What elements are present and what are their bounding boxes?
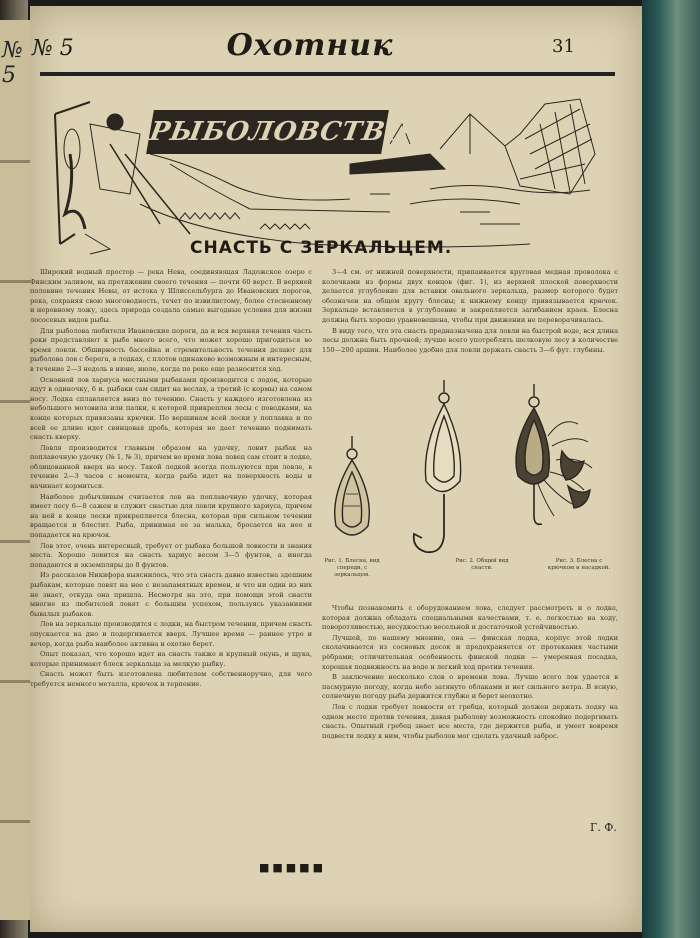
article-column-right-bottom (322, 604, 618, 828)
figure-1-lure-front (335, 436, 370, 535)
paragraph: Широкий водный простор — река Нева, соединяющая Ладожское озеро с Финским заливом, на протяжении своего течения — почти 60 верст. В верхней половине течения Невы, от истока у Шлиссельбурга до Ивановских порогов, река, сохраняя свою многоводность, течет по извилистому, более стесненному и неровному ложу, здесь природа создала самые выгодные условия для жизни лососевых видов рыбы. (30, 268, 312, 324)
figure-3-lure-with-bait (516, 384, 592, 524)
paragraph: Лов этот, очень интересный, требует от рыбака большой ловкости и знания места. Хорошо ловится на снасть хариус весом 3—5 фунтов, а иногда попадаются и экземпляры до 8 фунтов. (30, 541, 312, 569)
paragraph: В виду того, что эта снасть предназначена для ловли на быстрой воде, вся длина лесы должна быть прочной; лучше всего употреблять шелковую лесу в количестве 150—200 аршин. Наиболее удобно для ловли держать снасть 3—6 фут. глубины. (322, 326, 618, 354)
section-banner (50, 94, 605, 256)
end-ornament: ■■■■■ (259, 861, 326, 874)
paragraph: Ловля производится главным образом на удочку, ловит рыбак на поплавочную удочку (№ 1, № 3), причем во время лова ловец сам стоит в лодке, облицованной вверх на носу. Такой лодкой всегда пользуются при ловле, в течение 2—3 часов с момента, когда рыба идет на поверхность воды и начинает кормиться. (30, 443, 312, 491)
left-page-text-line (0, 160, 30, 163)
paragraph: 3—4 см. от нижней поверхности, припаивается круговая медная проволока с колечками из формы двух концов (фиг. 1), из верхней плоской поверхности делается углубление для вставки овального зеркальца, размер которого будет обозначен на общем кругу блесны; к нижнему концу привязывается крючок. Зеркальце вставляется в углубление и закрепляется загибанием краев. Блесна должна быть хорошо уравновешена, чтобы при движении не переворачивалась. (322, 268, 618, 324)
left-page-text-line (0, 540, 30, 543)
left-page-text-line (0, 680, 30, 683)
paragraph: Опыт показал, что хорошо идет на снасть также и крупный окунь, и щука, которые принимают блеск зеркальца за мелкую рыбку. (30, 650, 312, 668)
section-title: РЫБОЛОВСТВО (146, 110, 389, 154)
article-column-right-top (322, 268, 618, 370)
author-signature: Г. Ф. (590, 821, 617, 834)
paragraph: Основной лов хариуса местными рыбаками производится с лодок, которые идут в одиночку, 6 и. рыбаки сам сидит на веслах, а третий (с кормы) на самом носу. Лодка сплавляется вниз по течению. Снасть у каждого изготовлена из небольшого мотовила или палки, к которой прикреплен лесы с поводками, на конце которых привязаны крючки. По вершинам всей лески у поплавка и по всей ее длине идет свинцовая дробь, которая не дает течению поднимать снасть кверху. (30, 375, 312, 442)
lure-figures (322, 376, 618, 601)
paragraph: Для рыболова любителя Ивановские пороги, да и вся верхняя течения часть реки представляют к рыбе много всего, что может хорошо пригодиться во время ловли. Обширность бассейна и стремительность течения делают для рыболова лов с берега, в лодках, с плотов одинаково возможным и интересным, в течение 2—3 недель в июне, июле, когда по реке еще разносится ход. (30, 326, 312, 373)
figure-2-lure-with-hook (414, 380, 461, 552)
left-page-issue-number: № 5 (2, 38, 23, 88)
paragraph: Наиболее добычливым считается лов на поплавочную удочку, которая имеет лесу 6—8 сажен и служит снастью для ловли крупного хариуса, причем на ней в конце лески прикрепляется блесна, которая при сильном течении вращается и блестит. Рыба, принимая ее за малька, бросается на нее и попадается на крючок. (30, 492, 312, 540)
paragraph: Чтобы познакомить с оборудованием лова, следует рассмотреть и о лодке, которая должна обладать специальными качествами, т. е. легкостью на ходу, поворотливостью, несудкостью весельной и достаточной устойчивостью. (322, 604, 618, 632)
left-page-text-line (0, 820, 30, 823)
left-page-text-line (0, 400, 30, 403)
figure-caption: Рис. 2. Общий вид снасти. (455, 558, 509, 571)
paragraph: Лучшей, по нашему мнению, она — финская лодка, корпус этой лодки сколачивается из сосновых досок и предохраняется от протекания частыми рёбрами; отличительная особенность финской лодки — умеренная посадка, хорошая подвижность на воде и легкий ход против течения. (322, 633, 618, 671)
paragraph: Лов с лодки требует ловкости от гребца, который должен держать лодку на одном месте против течения, давая рыболову возможность спокойно подергивать снасть. Опытный гребец знает все места, где держится рыба, и умеет вовремя подвести лодку к ним, чтобы рыболов мог сделать удачный заброс. (322, 702, 618, 740)
left-page-text-line (0, 280, 30, 283)
journal-page (30, 6, 642, 932)
book-spine (642, 0, 700, 938)
paragraph: Из рассказов Никифора выяснилось, что эта снасть давно известна здешним рыбакам, которые ловят на нее с незапамятных времен, и что ни один из них не знает, откуда она пришла. Несмотря на это, при помощи этой снасти многие из любителей ловят с большим успехом, пользуясь указаниями бывалых рыбаков. (30, 571, 312, 618)
article-column-left (30, 268, 312, 814)
page-number: 31 (552, 36, 575, 57)
journal-title: Охотник (226, 28, 394, 63)
paragraph: Лов на зеркальце производится с лодки, на быстром течении, причем снасть опускается на дно и подергивается вверх. Лучшее время — раннее утро и вечер, когда рыба наиболее активна и охотно берет. (30, 620, 312, 648)
issue-number: № 5 (32, 36, 74, 61)
header-rule (40, 72, 615, 76)
article-title: СНАСТЬ С ЗЕРКАЛЬЦЕМ. (190, 238, 453, 258)
lure-drawings (322, 376, 618, 576)
left-page-edge (0, 20, 34, 920)
figure-caption: Рис. 3. Блесна с крючком и насадкой. (547, 558, 611, 571)
paragraph: Снасть может быть изготовлена любителем собственноручно, для чего требуется немного металла, крючок и терпение. (30, 670, 312, 688)
paragraph: В заключение несколько слов о времени лова. Лучше всего лов удается в пасмурную погоду, когда небо затянуто облаками и нет сильного ветра. В ясную, солнечную погоду рыба держится глубже и берет неохотно. (322, 673, 618, 701)
figure-caption: Рис. 1. Блесна, вид спереди, с зеркальцем. (324, 558, 380, 578)
